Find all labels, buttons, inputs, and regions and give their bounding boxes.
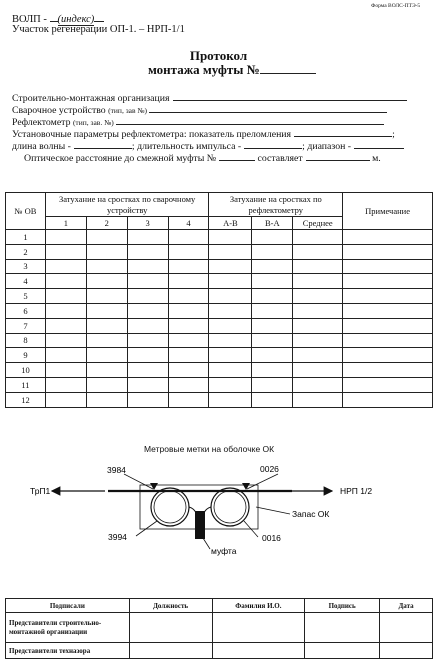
table-cell	[252, 363, 293, 378]
table-cell	[127, 348, 168, 363]
mark-3984	[150, 483, 158, 490]
table-cell	[209, 392, 252, 407]
table-cell	[209, 303, 252, 318]
table-cell	[45, 318, 86, 333]
table-cell	[168, 377, 209, 392]
table-cell	[86, 274, 127, 289]
table-cell	[252, 377, 293, 392]
table-cell	[168, 318, 209, 333]
sub-header: 3	[127, 217, 168, 230]
table-cell	[45, 244, 86, 259]
mark-0026	[242, 483, 250, 490]
table-cell	[209, 318, 252, 333]
field-optical-distance: Оптическое расстояние до смежной муфты № составляет м.	[24, 153, 381, 164]
fiber-number: 4	[6, 274, 46, 289]
table-cell	[343, 348, 433, 363]
table-cell	[168, 303, 209, 318]
table-cell	[252, 333, 293, 348]
table-row	[6, 318, 433, 333]
table-cell	[343, 303, 433, 318]
table-cell	[343, 333, 433, 348]
sig-header: Подписали	[6, 599, 130, 613]
table-cell	[209, 333, 252, 348]
table-cell	[86, 392, 127, 407]
table-cell	[252, 274, 293, 289]
table-cell	[252, 303, 293, 318]
table-cell	[127, 289, 168, 304]
field-welder: Сварочное устройство (тип, зав №)	[12, 103, 387, 116]
fiber-number: 2	[6, 244, 46, 259]
fiber-number: 5	[6, 289, 46, 304]
label-left-end: ТрП1	[30, 486, 51, 496]
table-cell	[168, 363, 209, 378]
fiber-number: 3	[6, 259, 46, 274]
table-cell	[293, 303, 343, 318]
sig-header: Дата	[380, 599, 433, 613]
fiber-number: 1	[6, 230, 46, 245]
table-cell	[343, 274, 433, 289]
table-row	[6, 303, 433, 318]
diagram-caption: Метровые метки на оболочке ОК	[144, 444, 275, 454]
regen-section: Участок регенерации ОП-1. – НРП-1/1	[12, 24, 185, 35]
table-cell	[45, 303, 86, 318]
table-cell	[293, 333, 343, 348]
label-0026: 0026	[260, 464, 279, 474]
table-cell	[252, 318, 293, 333]
table-cell	[209, 348, 252, 363]
sub-header: Среднее	[293, 217, 343, 230]
label-reserve: Запас ОК	[292, 509, 330, 519]
table-cell	[45, 348, 86, 363]
table-cell	[45, 259, 86, 274]
table-cell	[168, 333, 209, 348]
table-cell	[293, 392, 343, 407]
attenuation-table	[5, 192, 433, 408]
sig-header: Подпись	[305, 599, 380, 613]
fiber-number: 6	[6, 303, 46, 318]
label-3994: 3994	[108, 532, 127, 542]
coupling-diagram	[0, 455, 437, 560]
table-row	[6, 274, 433, 289]
col-note: Примечание	[343, 193, 433, 230]
table-cell	[209, 244, 252, 259]
table-cell	[86, 363, 127, 378]
table-cell	[168, 392, 209, 407]
table-cell	[86, 377, 127, 392]
group-welder: Затухание на сростках по сварочному устройству	[45, 193, 209, 217]
table-cell	[127, 303, 168, 318]
group-reflectometer: Затухание на сростках по рефлектометру	[209, 193, 343, 217]
table-cell	[293, 259, 343, 274]
table-cell	[209, 274, 252, 289]
fiber-number: 11	[6, 377, 46, 392]
table-cell	[343, 377, 433, 392]
table-cell	[45, 333, 86, 348]
col-fiber-no: № ОВ	[6, 193, 46, 230]
table-cell	[127, 244, 168, 259]
fiber-number: 8	[6, 333, 46, 348]
table-cell	[343, 318, 433, 333]
table-cell	[127, 392, 168, 407]
table-cell	[86, 303, 127, 318]
signatures-table	[5, 598, 433, 659]
fiber-number: 7	[6, 318, 46, 333]
field-reflectometer: Рефлектометр (тип, зав. №)	[12, 115, 384, 128]
table-cell	[209, 377, 252, 392]
fiber-number: 12	[6, 392, 46, 407]
table-cell	[209, 363, 252, 378]
table-cell	[45, 230, 86, 245]
field-params: Установочные параметры рефлектометра: показатель преломления ;	[12, 129, 395, 140]
label-coupling: муфта	[211, 546, 237, 556]
table-cell	[293, 363, 343, 378]
sig-header: Должность	[129, 599, 212, 613]
right-coil	[211, 488, 249, 526]
table-row	[6, 348, 433, 363]
field-org: Строительно-монтажная организация	[12, 91, 407, 104]
table-cell	[343, 259, 433, 274]
table-cell	[86, 318, 127, 333]
table-row	[6, 333, 433, 348]
sub-header: 4	[168, 217, 209, 230]
label-0016: 0016	[262, 533, 281, 543]
label-right-end: НРП 1/2	[340, 486, 373, 496]
table-row	[6, 230, 433, 245]
line-prefix: ВОЛП -	[12, 14, 47, 25]
table-row	[6, 377, 433, 392]
table-cell	[127, 318, 168, 333]
table-cell	[168, 259, 209, 274]
table-row	[6, 259, 433, 274]
table-cell	[252, 230, 293, 245]
table-cell	[168, 289, 209, 304]
fiber-number: 10	[6, 363, 46, 378]
table-cell	[252, 244, 293, 259]
line-index: (индекс)	[57, 14, 95, 25]
sig-row-label: Представители строительно-монтажной организации	[6, 613, 130, 643]
table-cell	[343, 230, 433, 245]
table-cell	[127, 274, 168, 289]
table-cell	[293, 244, 343, 259]
table-cell	[86, 348, 127, 363]
table-cell	[293, 289, 343, 304]
table-cell	[293, 318, 343, 333]
protocol-title: Протокол	[189, 48, 248, 63]
label-3984: 3984	[107, 465, 126, 475]
table-cell	[209, 230, 252, 245]
field-wave: длина волны - ; длительность импульса - ; диапазон -	[12, 139, 404, 152]
table-cell	[45, 274, 86, 289]
table-cell	[343, 289, 433, 304]
sub-header: 2	[86, 217, 127, 230]
table-cell	[45, 363, 86, 378]
coupling-body	[195, 511, 205, 539]
table-cell	[86, 333, 127, 348]
table-cell	[252, 259, 293, 274]
table-cell	[168, 244, 209, 259]
table-cell	[293, 377, 343, 392]
table-cell	[86, 289, 127, 304]
table-cell	[343, 244, 433, 259]
table-cell	[45, 392, 86, 407]
form-code: Форма ВОЛС-ПТЭ-5	[371, 3, 421, 9]
table-cell	[293, 230, 343, 245]
table-cell	[252, 289, 293, 304]
table-cell	[252, 348, 293, 363]
table-cell	[127, 377, 168, 392]
protocol-subtitle: монтажа муфты №	[148, 62, 316, 78]
table-cell	[293, 348, 343, 363]
table-cell	[209, 289, 252, 304]
table-row	[6, 392, 433, 407]
table-cell	[86, 259, 127, 274]
table-cell	[168, 274, 209, 289]
table-cell	[343, 363, 433, 378]
table-body	[6, 230, 433, 408]
sub-header: 1	[45, 217, 86, 230]
table-cell	[168, 348, 209, 363]
table-row	[6, 244, 433, 259]
table-row	[6, 363, 433, 378]
table-cell	[127, 230, 168, 245]
fiber-number: 9	[6, 348, 46, 363]
table-cell	[168, 230, 209, 245]
table-cell	[252, 392, 293, 407]
table-cell	[293, 274, 343, 289]
table-cell	[209, 259, 252, 274]
table-cell	[127, 363, 168, 378]
sub-header: А-В	[209, 217, 252, 230]
left-coil	[151, 488, 189, 526]
table-cell	[86, 244, 127, 259]
table-cell	[127, 333, 168, 348]
table-cell	[45, 289, 86, 304]
table-cell	[343, 392, 433, 407]
table-cell	[45, 377, 86, 392]
table-row	[6, 289, 433, 304]
sig-row-label: Представители техназора	[6, 643, 130, 659]
table-cell	[127, 259, 168, 274]
sig-header: Фамилия И.О.	[212, 599, 305, 613]
table-cell	[86, 230, 127, 245]
sub-header: В-А	[252, 217, 293, 230]
